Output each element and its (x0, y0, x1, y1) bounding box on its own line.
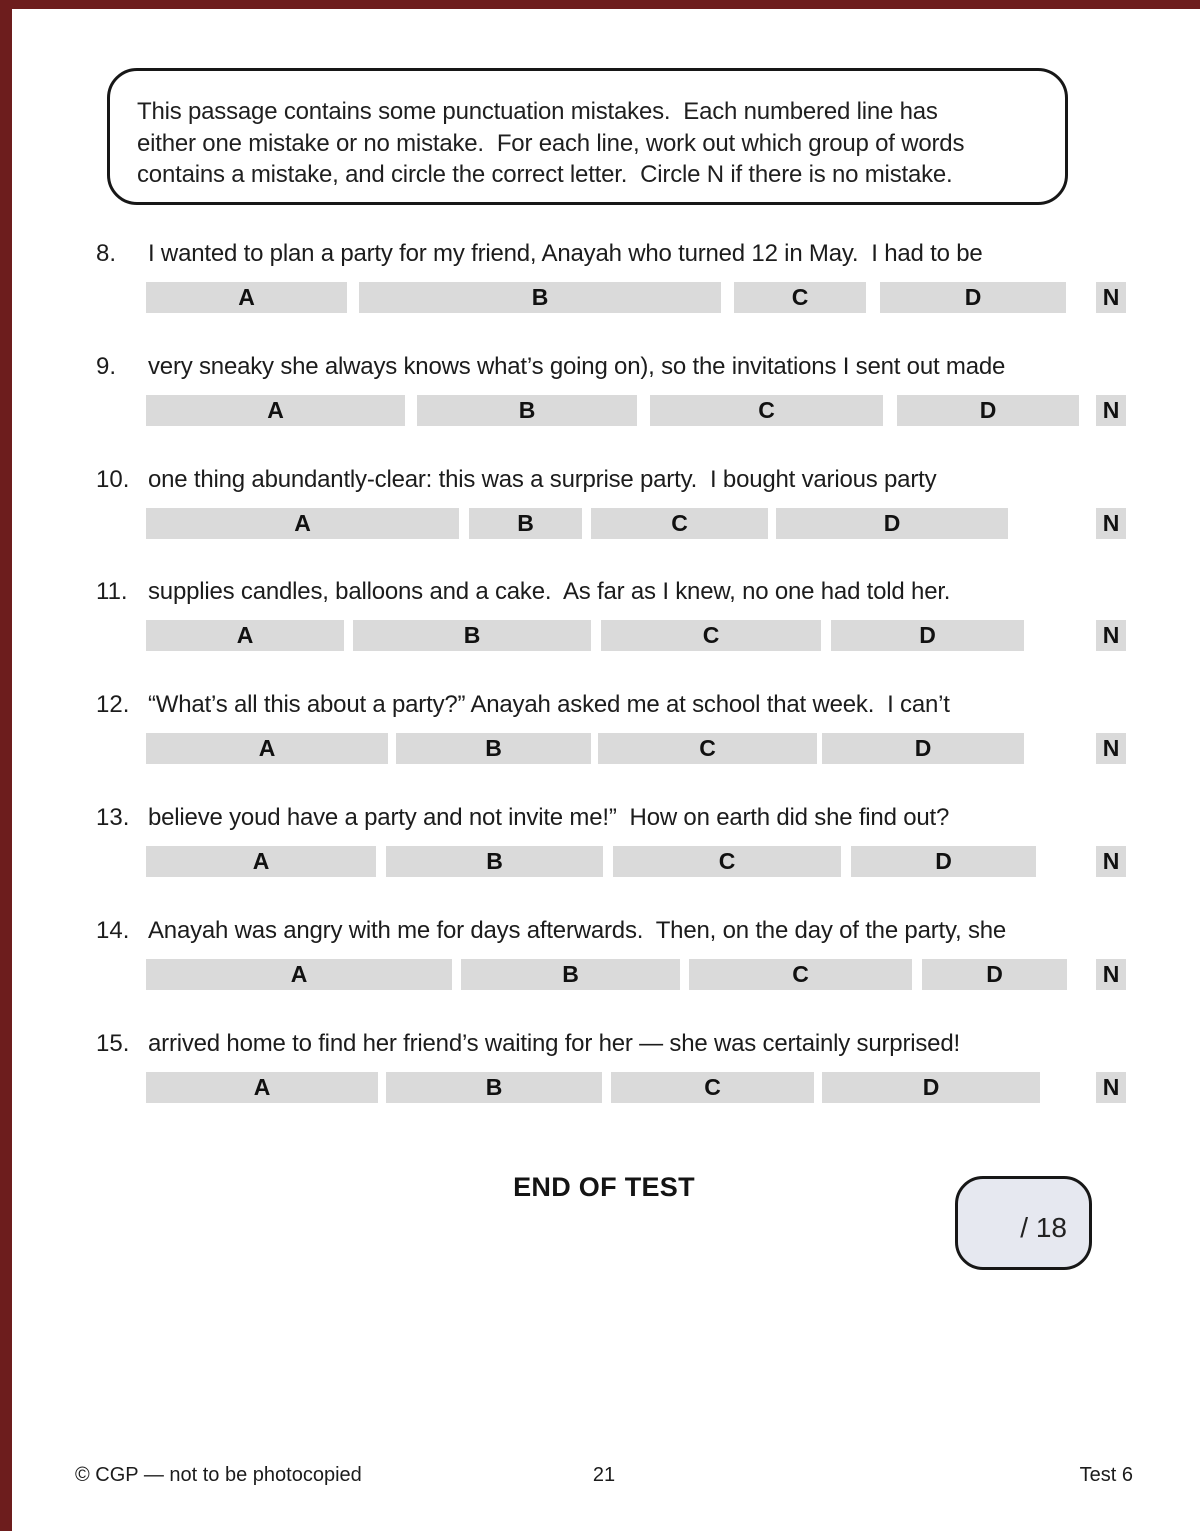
footer-page-number: 21 (592, 1464, 616, 1486)
instruction-line: either one mistake or no mistake. For each line, work out which group of words (137, 129, 965, 157)
option-a-bar[interactable] (146, 1072, 378, 1103)
option-b-bar[interactable] (359, 282, 721, 313)
option-c-bar[interactable] (598, 733, 817, 764)
option-letter: C (699, 735, 716, 762)
option-c-bar[interactable] (734, 282, 866, 313)
option-letter: A (236, 622, 254, 649)
answer-bar-row (0, 733, 1200, 764)
option-letter: B (486, 848, 503, 874)
question-text: Anayah was angry with me for days afterwards. Then, on the day of the party, she (148, 916, 1007, 944)
option-letter: D (919, 622, 936, 649)
question-number: 10. (96, 465, 130, 493)
question-block (0, 1030, 1200, 1110)
instruction-line: contains a mistake, and circle the correct letter. Circle N if there is no mistake. (137, 161, 953, 188)
option-n-box[interactable]: N (1096, 395, 1126, 426)
option-letter: A (290, 960, 308, 987)
question-block (0, 240, 1200, 320)
option-b-bar[interactable] (396, 733, 591, 764)
option-b-bar[interactable] (386, 846, 603, 877)
question-number: 14. (96, 916, 130, 944)
option-letter: C (718, 848, 736, 874)
footer-copyright: © CGP — not to be photocopied (75, 1464, 362, 1486)
option-a-bar[interactable] (146, 508, 459, 539)
question-number: 13. (96, 804, 130, 831)
option-d-bar[interactable] (851, 846, 1036, 877)
option-c-bar[interactable] (689, 959, 912, 990)
answer-bar-row (0, 508, 1200, 539)
option-n-box[interactable]: N (1096, 733, 1126, 764)
option-letter: C (792, 960, 809, 987)
option-letter: D (979, 396, 997, 423)
question-text: I wanted to plan a party for my friend, Anayah who turned 12 in May. I had to be (148, 240, 983, 267)
score-label: / 18 (1020, 1212, 1067, 1243)
option-letter: D (964, 284, 982, 310)
question-number: 8. (96, 240, 117, 267)
option-letter: C (702, 622, 720, 649)
option-letter: D (922, 1073, 940, 1100)
option-a-bar[interactable] (146, 282, 347, 313)
option-letter: A (258, 735, 276, 762)
option-d-bar[interactable] (822, 733, 1024, 764)
option-c-bar[interactable] (611, 1072, 814, 1103)
option-a-bar[interactable] (146, 395, 405, 426)
option-letter: A (238, 284, 255, 310)
option-a-bar[interactable] (146, 846, 376, 877)
option-b-bar[interactable] (469, 508, 582, 539)
question-text: believe youd have a party and not invite me!” How on earth did she find out? (148, 804, 950, 831)
instruction-box (107, 68, 1068, 205)
option-c-bar[interactable] (613, 846, 841, 877)
question-block (0, 691, 1200, 771)
option-letter: D (914, 735, 932, 762)
answer-bar-row (0, 959, 1200, 990)
question-text: one thing abundantly-clear: this was a surprise party. I bought various party (148, 465, 937, 493)
option-d-bar[interactable] (776, 508, 1008, 539)
question-number: 15. (96, 1029, 130, 1057)
option-b-bar[interactable] (353, 620, 591, 651)
option-letter: B (517, 509, 534, 536)
answer-bar-row (0, 846, 1200, 877)
option-a-bar[interactable] (146, 733, 388, 764)
question-text: very sneaky she always knows what’s going on), so the invitations I sent out made (148, 352, 1006, 380)
option-letter: B (562, 960, 579, 987)
option-letter: B (531, 284, 549, 310)
option-c-bar[interactable] (591, 508, 768, 539)
question-number: 11. (96, 578, 128, 606)
answer-bar-row (0, 1072, 1200, 1103)
option-letter: B (518, 396, 536, 423)
option-letter: C (758, 396, 775, 423)
question-text: supplies candles, balloons and a cake. As far as I knew, no one had told her. (148, 578, 951, 606)
score-box[interactable] (955, 1176, 1092, 1270)
option-c-bar[interactable] (601, 620, 821, 651)
option-letter: D (986, 960, 1003, 987)
option-b-bar[interactable] (417, 395, 637, 426)
option-letter: D (935, 848, 952, 874)
question-block (0, 466, 1200, 546)
option-n-box[interactable]: N (1096, 620, 1126, 651)
answer-bar-row (0, 282, 1200, 313)
option-n-box[interactable]: N (1096, 1072, 1126, 1103)
question-block (0, 578, 1200, 658)
option-letter: B (485, 735, 502, 762)
option-letter: C (671, 509, 688, 536)
option-n-box[interactable]: N (1096, 282, 1126, 313)
option-letter: B (485, 1073, 503, 1100)
option-a-bar[interactable] (146, 620, 344, 651)
question-number: 9. (96, 352, 117, 380)
option-letter: A (267, 396, 284, 423)
option-c-bar[interactable] (650, 395, 883, 426)
instruction-line: This passage contains some punctuation mistakes. Each numbered line has (137, 98, 938, 125)
question-block (0, 804, 1200, 884)
question-block (0, 917, 1200, 997)
answer-bar-row (0, 395, 1200, 426)
question-text: arrived home to find her friend’s waiting for her — she was certainly surprised! (148, 1029, 960, 1057)
question-text: “What’s all this about a party?” Anayah asked me at school that week. I can’t (148, 691, 950, 719)
option-d-bar[interactable] (880, 282, 1066, 313)
question-number: 12. (96, 691, 130, 719)
option-letter: D (883, 509, 901, 536)
answer-bar-row (0, 620, 1200, 651)
option-d-bar[interactable] (822, 1072, 1040, 1103)
option-letter: A (294, 509, 311, 536)
end-of-test-label: END OF TEST (513, 1172, 695, 1202)
option-d-bar[interactable] (922, 959, 1067, 990)
option-letter: B (463, 622, 481, 649)
option-a-bar[interactable] (146, 959, 452, 990)
option-b-bar[interactable] (461, 959, 680, 990)
footer-test-number: Test 6 (1079, 1464, 1133, 1486)
option-d-bar[interactable] (897, 395, 1079, 426)
option-d-bar[interactable] (831, 620, 1024, 651)
option-n-box[interactable]: N (1096, 846, 1126, 877)
option-n-box[interactable]: N (1096, 959, 1126, 990)
option-n-box[interactable]: N (1096, 508, 1126, 539)
question-block (0, 353, 1200, 433)
option-letter: C (791, 284, 809, 310)
book-edge-top (0, 0, 1200, 9)
option-letter: A (253, 1073, 271, 1100)
option-letter: C (704, 1073, 721, 1100)
option-letter: A (252, 848, 270, 874)
option-b-bar[interactable] (386, 1072, 602, 1103)
